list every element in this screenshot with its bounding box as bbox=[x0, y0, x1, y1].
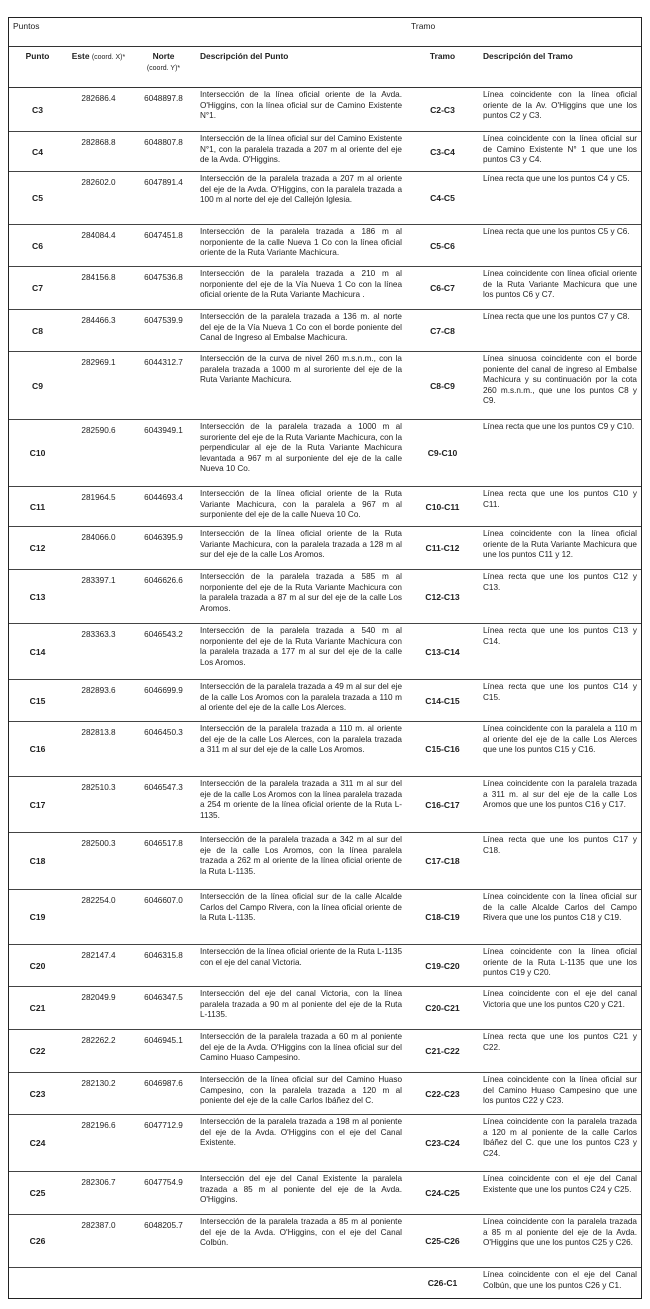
tramo-description: Línea recta que une los puntos C12 y C13. bbox=[479, 570, 641, 624]
norte-coord: 6044693.4 bbox=[131, 487, 196, 527]
point-description: Intersección del eje del canal Victoria, con la línea paralela trazada a 90 m al poniente del eje de la Ruta L-1135. bbox=[196, 987, 406, 1030]
norte-coord: 6046450.3 bbox=[131, 722, 196, 777]
col-este: Este (coord. X)* bbox=[66, 47, 131, 88]
tramo-id: C12-C13 bbox=[406, 570, 479, 624]
este-coord: 283363.3 bbox=[66, 624, 131, 680]
este-coord: 282262.2 bbox=[66, 1030, 131, 1073]
point-id: C19 bbox=[9, 890, 66, 945]
col-norte: Norte (coord. Y)* bbox=[131, 47, 196, 88]
este-coord: 282686.4 bbox=[66, 88, 131, 132]
point-description: Intersección de la paralela trazada a 311 m al sur del eje de la calle Los Aromos con la línea paralela trazada a 254 m oriente de la línea oficial oriente de la Ruta L-1135. bbox=[196, 777, 406, 833]
norte-coord: 6047891.4 bbox=[131, 172, 196, 225]
boundary-table-document bbox=[8, 17, 642, 1299]
col-tramo: Tramo bbox=[406, 47, 479, 88]
point-description: Intersección de la línea oficial oriente de la Ruta Variante Machicura, con la paralela a 967 m al surponiente del eje de la calle Nueva 10 Co. bbox=[196, 487, 406, 527]
point-description bbox=[196, 1268, 406, 1298]
point-id: C14 bbox=[9, 624, 66, 680]
norte-coord: 6046517.8 bbox=[131, 833, 196, 890]
norte-coord: 6046987.6 bbox=[131, 1073, 196, 1115]
point-id: C5 bbox=[9, 172, 66, 225]
point-description: Intersección de la paralela trazada a 198 m al poniente del eje de la Avda. O'Higgins con el eje del Canal Existente. bbox=[196, 1115, 406, 1172]
point-id: C15 bbox=[9, 680, 66, 722]
este-coord: 282049.9 bbox=[66, 987, 131, 1030]
tramo-id: C19-C20 bbox=[406, 945, 479, 987]
point-id: C9 bbox=[9, 352, 66, 420]
este-coord: 282130.2 bbox=[66, 1073, 131, 1115]
point-id: C18 bbox=[9, 833, 66, 890]
point-id: C6 bbox=[9, 225, 66, 267]
este-coord: 282969.1 bbox=[66, 352, 131, 420]
tramo-description: Línea coincidente con la paralela trazada a 120 m al poniente de la calle Carlos Ibáñez del C. que une los puntos C23 y C24. bbox=[479, 1115, 641, 1172]
tramo-description: Línea coincidente con la paralela trazada a 85 m al poniente del eje de la Avda. O'Higgins que une los puntos C25 y C26. bbox=[479, 1215, 641, 1268]
point-id: C25 bbox=[9, 1172, 66, 1215]
point-id: C20 bbox=[9, 945, 66, 987]
point-id: C7 bbox=[9, 267, 66, 310]
tramo-description: Línea coincidente con la línea oficial oriente de la Ruta L-1135 que une los puntos C19 y C20. bbox=[479, 945, 641, 987]
tramo-description: Línea coincidente con la línea oficial oriente de la Ruta Variante Machicura que une los puntos C11 y 12. bbox=[479, 527, 641, 570]
point-id: C21 bbox=[9, 987, 66, 1030]
point-description: Intersección de la paralela trazada a 85 m al poniente del eje de la Avda. O'Higgins, con el eje del Canal Colbún. bbox=[196, 1215, 406, 1268]
tramo-id: C4-C5 bbox=[406, 172, 479, 225]
tramo-id: C25-C26 bbox=[406, 1215, 479, 1268]
point-description: Intersección de la paralela trazada a 540 m al norponiente del eje de la Ruta Variante Machicura con la paralela trazada a 177 m al sur del eje de la calle Los Aromos. bbox=[196, 624, 406, 680]
este-coord: 282147.4 bbox=[66, 945, 131, 987]
tramo-description: Línea recta que une los puntos C7 y C8. bbox=[479, 310, 641, 352]
point-id: C10 bbox=[9, 420, 66, 487]
table-row bbox=[9, 570, 641, 624]
este-coord: 282868.8 bbox=[66, 132, 131, 172]
norte-coord: 6043949.1 bbox=[131, 420, 196, 487]
tramo-description: Línea coincidente con la paralela a 110 m al oriente del eje de la calle Los Alerces que une los puntos C15 y C16. bbox=[479, 722, 641, 777]
tramo-id: C24-C25 bbox=[406, 1172, 479, 1215]
tramo-id: C6-C7 bbox=[406, 267, 479, 310]
tramo-id: C17-C18 bbox=[406, 833, 479, 890]
tramo-id: C18-C19 bbox=[406, 890, 479, 945]
tramo-id: C14-C15 bbox=[406, 680, 479, 722]
table-row bbox=[9, 132, 641, 172]
norte-coord: 6047712.9 bbox=[131, 1115, 196, 1172]
table-row bbox=[9, 172, 641, 225]
norte-coord: 6046547.3 bbox=[131, 777, 196, 833]
este-coord: 282893.6 bbox=[66, 680, 131, 722]
norte-coord: 6046607.0 bbox=[131, 890, 196, 945]
norte-coord bbox=[131, 1268, 196, 1298]
table-row bbox=[9, 420, 641, 487]
norte-coord: 6047539.9 bbox=[131, 310, 196, 352]
group-header-tramo: Tramo bbox=[411, 21, 436, 31]
col-descripcion-punto: Descripción del Punto bbox=[196, 47, 406, 88]
point-description: Intersección de la línea oficial sur del Camino Existente N°1, con la paralela trazada a 207 m al oriente del eje de la Avda. O'Higgins. bbox=[196, 132, 406, 172]
tramo-id: C9-C10 bbox=[406, 420, 479, 487]
tramo-id: C23-C24 bbox=[406, 1115, 479, 1172]
point-description: Intersección de la paralela trazada a 207 m al oriente del eje de la Avda. O'Higgins, con la paralela trazada a 100 m al norte del eje del Callejón Iglesia. bbox=[196, 172, 406, 225]
point-description: Intersección del eje del Canal Existente la paralela trazada a 85 m al poniente del eje de la Avda. O'Higgins. bbox=[196, 1172, 406, 1215]
table-row bbox=[9, 1268, 641, 1298]
este-coord: 284156.8 bbox=[66, 267, 131, 310]
group-header-row bbox=[9, 18, 641, 47]
este-coord: 282306.7 bbox=[66, 1172, 131, 1215]
col-descripcion-tramo: Descripción del Tramo bbox=[479, 47, 641, 88]
table-row bbox=[9, 1215, 641, 1268]
table-row bbox=[9, 777, 641, 833]
tramo-id: C3-C4 bbox=[406, 132, 479, 172]
point-description: Intersección de la paralela trazada a 49 m al sur del eje de la calle Los Aromos con la paralela trazada a 110 m al oriente del eje de la calle Los Alerces. bbox=[196, 680, 406, 722]
point-description: Intersección de la curva de nivel 260 m.s.n.m., con la paralela trazada a 1000 m al suroriente del eje de la Ruta Variante Machicura. bbox=[196, 352, 406, 420]
tramo-id: C7-C8 bbox=[406, 310, 479, 352]
point-id: C3 bbox=[9, 88, 66, 132]
tramo-id: C26-C1 bbox=[427, 1277, 458, 1288]
point-description: Intersección de la paralela trazada a 60 m al poniente del eje de la Avda. O'Higgins con la línea oficial sur del Camino Huaso Campesino. bbox=[196, 1030, 406, 1073]
norte-coord: 6048807.8 bbox=[131, 132, 196, 172]
point-id bbox=[9, 1268, 66, 1298]
point-description: Intersección de la paralela trazada a 1000 m al suroriente del eje de la Ruta Variante Machicura, con la perpendicular al eje de la Ruta Variante Machicura levantada a 967 m al surponiente del eje de la calle Nueva 10 Co. bbox=[196, 420, 406, 487]
norte-coord: 6046945.1 bbox=[131, 1030, 196, 1073]
table-row bbox=[9, 1030, 641, 1073]
norte-coord: 6046347.5 bbox=[131, 987, 196, 1030]
table-row bbox=[9, 527, 641, 570]
point-id: C13 bbox=[9, 570, 66, 624]
este-coord: 282590.6 bbox=[66, 420, 131, 487]
tramo-id: C10-C11 bbox=[406, 487, 479, 527]
este-coord: 284084.4 bbox=[66, 225, 131, 267]
tramo-description: Línea coincidente con el eje del Canal Existente que une los puntos C24 y C25. bbox=[479, 1172, 641, 1215]
table-row bbox=[9, 987, 641, 1030]
tramo-id: C11-C12 bbox=[406, 527, 479, 570]
group-header-puntos: Puntos bbox=[13, 21, 40, 31]
norte-coord: 6046395.9 bbox=[131, 527, 196, 570]
tramo-description: Línea coincidente con la paralela trazada a 311 m. al sur del eje de la calle Los Aromos que une los puntos C16 y C17. bbox=[479, 777, 641, 833]
tramo-description: Línea recta que une los puntos C21 y C22. bbox=[479, 1030, 641, 1073]
norte-coord: 6048205.7 bbox=[131, 1215, 196, 1268]
table-row bbox=[9, 890, 641, 945]
tramo-description: Línea recta que une los puntos C10 y C11. bbox=[479, 487, 641, 527]
este-coord: 282500.3 bbox=[66, 833, 131, 890]
table-row bbox=[9, 624, 641, 680]
table-row bbox=[9, 487, 641, 527]
norte-coord: 6046626.6 bbox=[131, 570, 196, 624]
table-row bbox=[9, 310, 641, 352]
norte-coord: 6048897.8 bbox=[131, 88, 196, 132]
table-row bbox=[9, 1115, 641, 1172]
point-description: Intersección de la paralela trazada a 136 m. al norte del eje de la Vía Nueva 1 Co con el borde poniente del Canal de Ingreso al Embalse Machicura. bbox=[196, 310, 406, 352]
column-header-row bbox=[9, 47, 641, 88]
point-description: Intersección de la paralela trazada a 186 m al norponiente de la calle Nueva 1 Co con la línea oficial oriente de la Ruta Variante Machicura. bbox=[196, 225, 406, 267]
tramo-id: C16-C17 bbox=[406, 777, 479, 833]
point-id: C17 bbox=[9, 777, 66, 833]
point-id: C23 bbox=[9, 1073, 66, 1115]
point-description: Intersección de la paralela trazada a 210 m al norponiente del eje de la Vía Nueva 1 Co con la línea oficial oriente de la Ruta Variante Machicura . bbox=[196, 267, 406, 310]
tramo-id: C5-C6 bbox=[406, 225, 479, 267]
point-description: Intersección de la paralela trazada a 585 m al norponiente del eje de la Ruta Variante Machicura con la paralela trazada a 87 m al sur del eje de la calle Los Aromos. bbox=[196, 570, 406, 624]
este-coord: 281964.5 bbox=[66, 487, 131, 527]
point-id: C4 bbox=[9, 132, 66, 172]
tramo-description: Línea coincidente con la línea oficial sur del Camino Huaso Campesino que une los puntos C22 y C23. bbox=[479, 1073, 641, 1115]
tramo-id: C8-C9 bbox=[406, 352, 479, 420]
table-row bbox=[9, 1073, 641, 1115]
este-coord: 282387.0 bbox=[66, 1215, 131, 1268]
point-description: Intersección de la línea oficial sur del Camino Huaso Campesino, con la paralela trazada a 120 m al poniente del eje de la calle Carlos Ibáñez del C. bbox=[196, 1073, 406, 1115]
norte-coord: 6047536.8 bbox=[131, 267, 196, 310]
este-coord: 282196.6 bbox=[66, 1115, 131, 1172]
point-description: Intersección de la línea oficial oriente de la Ruta Variante Machicura, con la paralela trazada a 128 m al sur del eje de la calle Los Aromos. bbox=[196, 527, 406, 570]
points-table bbox=[9, 47, 641, 1298]
tramo-description: Línea recta que une los puntos C13 y C14. bbox=[479, 624, 641, 680]
norte-coord: 6044312.7 bbox=[131, 352, 196, 420]
point-description: Intersección de la línea oficial oriente de la Ruta L-1135 con el eje del canal Victoria. bbox=[196, 945, 406, 987]
tramo-description: Línea coincidente con el eje del canal Victoria que une los puntos C20 y C21. bbox=[479, 987, 641, 1030]
point-id: C12 bbox=[9, 527, 66, 570]
tramo-id: C22-C23 bbox=[406, 1073, 479, 1115]
tramo-description: Línea sinuosa coincidente con el borde poniente del canal de ingreso al Embalse Machicura y su continuación por la cota 260 m.s.n.m., que une los puntos C8 y C9. bbox=[479, 352, 641, 420]
point-id: C8 bbox=[9, 310, 66, 352]
tramo-description: Línea coincidente con la línea oficial sur de la calle Alcalde Carlos del Campo Rivera que une los puntos C18 y C19. bbox=[479, 890, 641, 945]
norte-coord: 6046543.2 bbox=[131, 624, 196, 680]
norte-coord: 6046699.9 bbox=[131, 680, 196, 722]
este-coord bbox=[66, 1268, 131, 1298]
este-coord: 282510.3 bbox=[66, 777, 131, 833]
tramo-description: Línea recta que une los puntos C4 y C5. bbox=[479, 172, 641, 225]
point-id: C24 bbox=[9, 1115, 66, 1172]
point-description: Intersección de la línea oficial sur de la calle Alcalde Carlos del Campo Rivera, con la línea oficial oriente de la Ruta L-1135. bbox=[196, 890, 406, 945]
este-coord: 282602.0 bbox=[66, 172, 131, 225]
este-coord: 282254.0 bbox=[66, 890, 131, 945]
tramo-description: Línea recta que une los puntos C9 y C10. bbox=[479, 420, 641, 487]
tramo-description: Línea coincidente con línea oficial oriente de la Ruta Variante Machicura que une los puntos C6 y C7. bbox=[479, 267, 641, 310]
table-row bbox=[9, 680, 641, 722]
table-row bbox=[9, 225, 641, 267]
norte-coord: 6047451.8 bbox=[131, 225, 196, 267]
tramo-description: Línea coincidente con el eje del Canal Colbún, que une los puntos C26 y C1. bbox=[483, 1270, 637, 1290]
este-coord: 283397.1 bbox=[66, 570, 131, 624]
table-row bbox=[9, 722, 641, 777]
col-punto: Punto bbox=[9, 47, 66, 88]
table-row bbox=[9, 833, 641, 890]
norte-coord: 6047754.9 bbox=[131, 1172, 196, 1215]
table-row bbox=[9, 88, 641, 132]
table-row bbox=[9, 352, 641, 420]
tramo-description: Línea coincidente con la línea oficial oriente de la Av. O'Higgins que une los puntos C2 y C3. bbox=[479, 88, 641, 132]
tramo-id: C15-C16 bbox=[406, 722, 479, 777]
point-description: Intersección de la línea oficial oriente de la Avda. O'Higgins, con la línea oficial sur de Camino Existente N°1. bbox=[196, 88, 406, 132]
tramo-description: Línea recta que une los puntos C17 y C18. bbox=[479, 833, 641, 890]
tramo-description: Línea recta que une los puntos C5 y C6. bbox=[479, 225, 641, 267]
point-description: Intersección de la paralela trazada a 110 m. al oriente del eje de la calle Los Alerces, con la paralela trazada a 311 m al sur del eje de la calle Los Aromos. bbox=[196, 722, 406, 777]
point-id: C11 bbox=[9, 487, 66, 527]
este-coord: 284466.3 bbox=[66, 310, 131, 352]
table-row bbox=[9, 945, 641, 987]
table-row bbox=[9, 1172, 641, 1215]
tramo-description: Línea coincidente con la línea oficial sur de Camino Existente N° 1 que une los puntos C3 y C4. bbox=[479, 132, 641, 172]
norte-coord: 6046315.8 bbox=[131, 945, 196, 987]
tramo-id: C13-C14 bbox=[406, 624, 479, 680]
point-id: C16 bbox=[9, 722, 66, 777]
point-id: C26 bbox=[9, 1215, 66, 1268]
point-id: C22 bbox=[9, 1030, 66, 1073]
este-coord: 282813.8 bbox=[66, 722, 131, 777]
point-description: Intersección de la paralela trazada a 342 m al sur del eje de la calle Los Aromos, con la línea paralela trazada a 262 m al oriente de la línea oficial oriente de la Ruta L-1135. bbox=[196, 833, 406, 890]
tramo-id: C21-C22 bbox=[406, 1030, 479, 1073]
table-row bbox=[9, 267, 641, 310]
tramo-id: C2-C3 bbox=[406, 88, 479, 132]
tramo-id: C20-C21 bbox=[406, 987, 479, 1030]
este-coord: 284066.0 bbox=[66, 527, 131, 570]
tramo-description: Línea recta que une los puntos C14 y C15. bbox=[479, 680, 641, 722]
